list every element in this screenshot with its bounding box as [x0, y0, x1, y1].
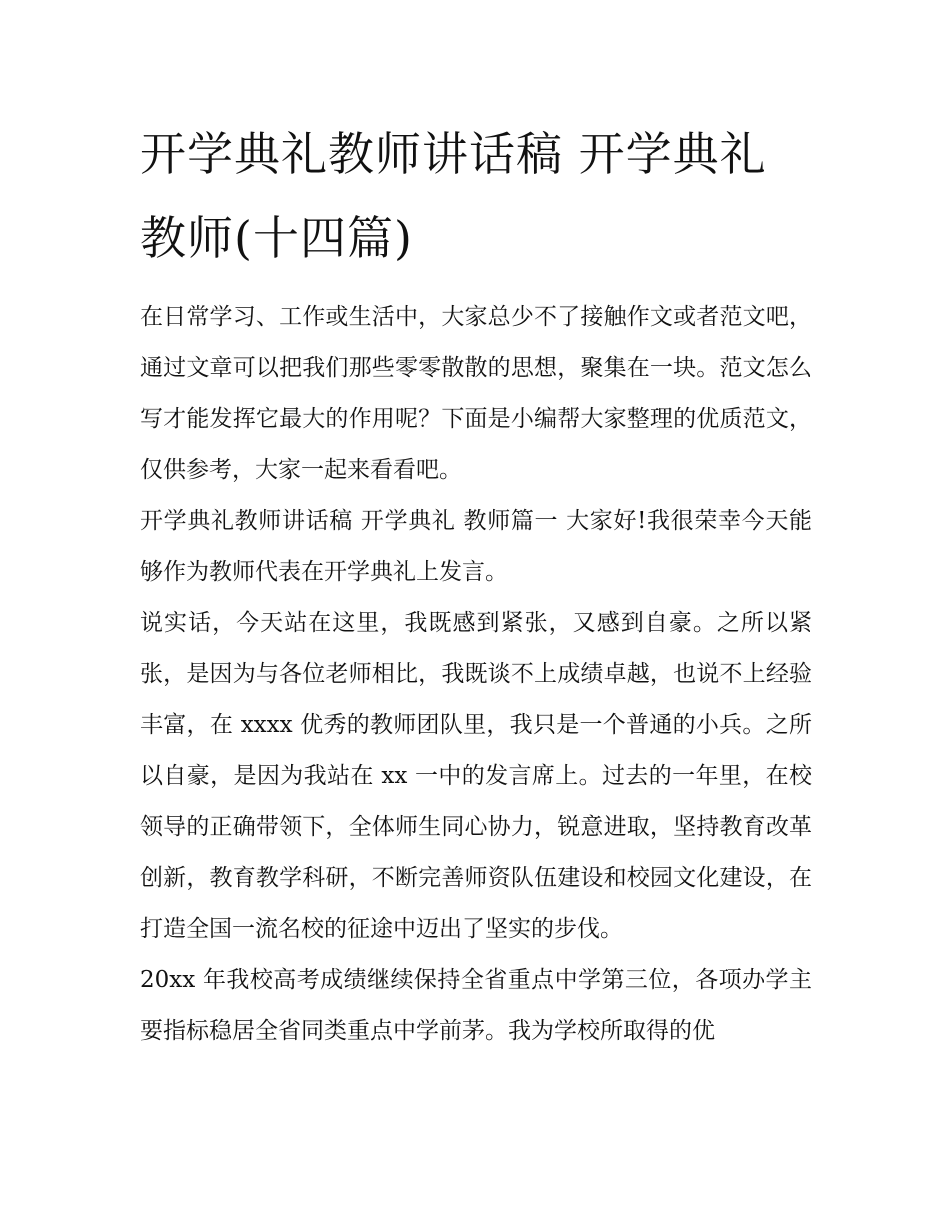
- title-line-1: 开学典礼教师讲话稿 开学典礼: [140, 127, 767, 181]
- title-line-2: 教师(十四篇): [140, 211, 413, 265]
- achievement-paragraph: 20xx 年我校高考成绩继续保持全省重点中学第三位，各项办学主要指标稳居全省同类重点中学前茅。我为学校所取得的优: [140, 967, 812, 1044]
- intro-paragraph: 在日常学习、工作或生活中，大家总少不了接触作文或者范文吧，通过文章可以把我们那些零零散散的思想，聚集在一块。范文怎么写才能发挥它最大的作用呢？下面是小编帮大家整理的优质范文，仅供参考，大家一起来看看吧。: [140, 304, 812, 483]
- body-paragraph: 说实话，今天站在这里，我既感到紧张，又感到自豪。之所以紧张，是因为与各位老师相比，我既谈不上成绩卓越，也说不上经验丰富，在 xxxx 优秀的教师团队里，我只是一个普通的小兵。之所以自豪，是因为我站在 xx 一中的发言席上。过去的一年里，在校领导的正确带领下，全体师生同心协力，锐意进取，坚持教育改革创新，教育教学科研，不断完善师资队伍建设和校园文化建设，在打造全国一流名校的征途中迈出了坚实的步伐。: [140, 610, 812, 942]
- greeting-paragraph: 开学典礼教师讲话稿 开学典礼 教师篇一 大家好!我很荣幸今天能够作为教师代表在开学典礼上发言。: [140, 508, 812, 585]
- document-page: [140, 112, 812, 1057]
- document-title: [140, 112, 812, 280]
